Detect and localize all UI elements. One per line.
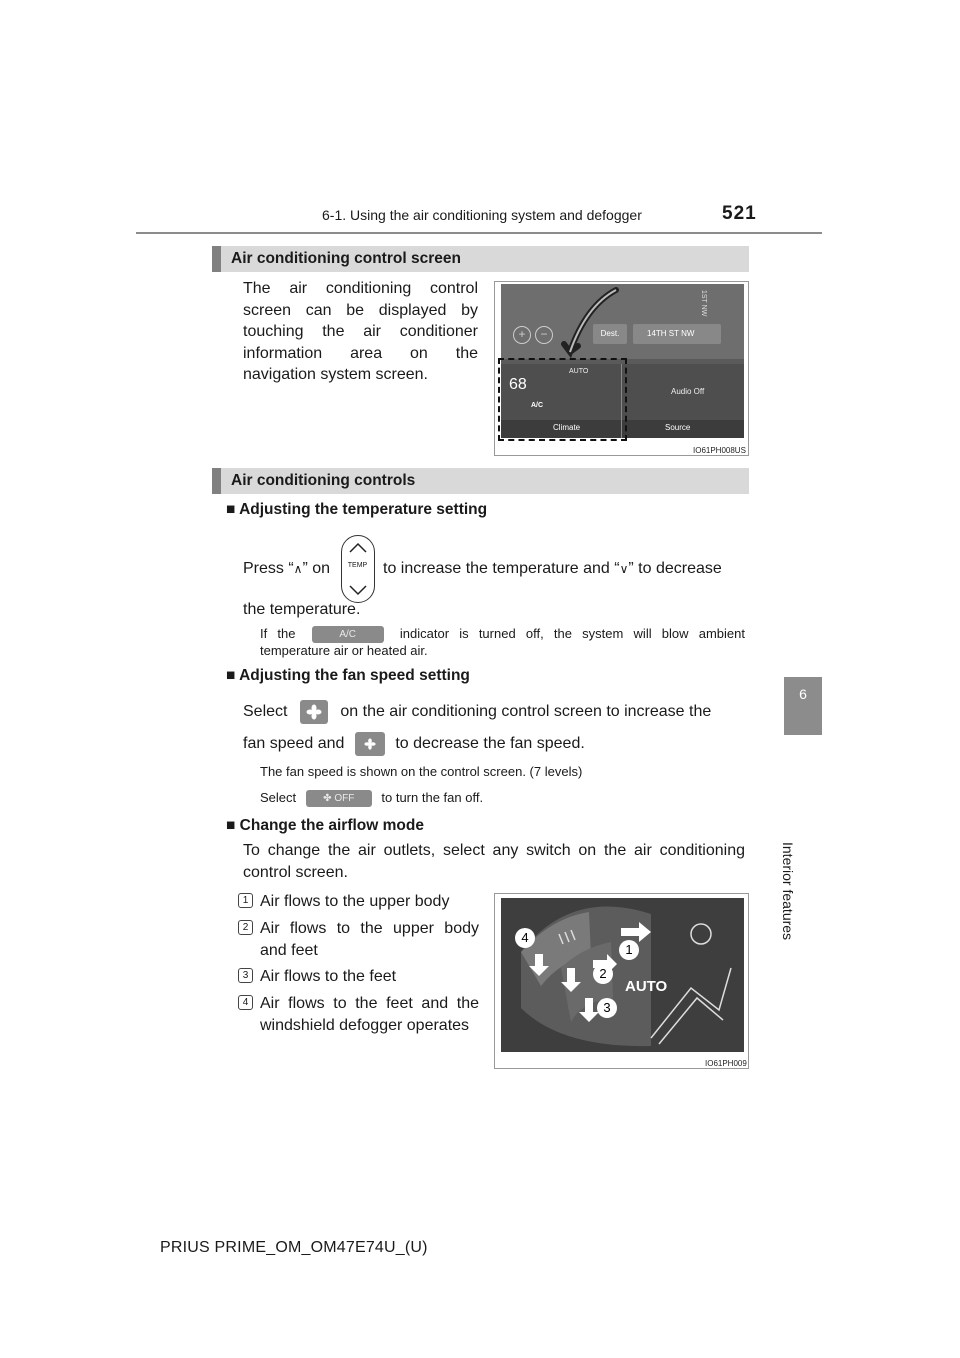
chevron-up-icon bbox=[348, 542, 368, 554]
callout-2: 2 bbox=[593, 964, 613, 984]
chapter-tab-number: 6 bbox=[799, 686, 807, 702]
temp-button bbox=[341, 535, 375, 603]
footer-manual-id: PRIUS PRIME_OM_OM47E74U_(U) bbox=[160, 1239, 428, 1256]
fan-increase-icon bbox=[300, 700, 328, 724]
ac-indicator: A/C bbox=[531, 402, 544, 409]
airflow-heading: ■ Change the airflow mode bbox=[226, 817, 424, 834]
figure-caption: IO61PH008US bbox=[693, 446, 746, 455]
climate-tab-label: Climate bbox=[553, 423, 581, 432]
section-heading-text: Air conditioning controls bbox=[231, 472, 416, 489]
temperature-heading: ■ Adjusting the temperature setting bbox=[226, 501, 488, 518]
vertical-street-label: 1ST NW bbox=[700, 290, 707, 317]
dest-button: Dest. bbox=[593, 324, 627, 344]
figure-airflow-modes bbox=[494, 893, 749, 1069]
climate-area-highlight bbox=[498, 358, 627, 441]
airflow-item-text: Air flows to the feet bbox=[260, 968, 397, 985]
audio-off-label: Audio Off bbox=[671, 387, 705, 396]
airflow-description: To change the air outlets, select any switch on the air conditioning control screen. bbox=[243, 842, 745, 881]
temperature-instruction-line2: the temperature. bbox=[243, 601, 361, 618]
auto-label: AUTO bbox=[625, 978, 668, 995]
zoom-in-icon: + bbox=[513, 326, 531, 344]
figure-navigation-screen bbox=[494, 281, 749, 456]
temperature-instruction-line1: Press “∧” on bbox=[243, 560, 331, 577]
source-tab-label: Source bbox=[665, 423, 691, 432]
temperature-readout: 68 bbox=[509, 376, 527, 393]
chevron-down-icon bbox=[348, 584, 368, 596]
airflow-item-number: 2 bbox=[238, 920, 253, 935]
figure-caption: IO61PH009 bbox=[705, 1059, 747, 1068]
zoom-out-icon: − bbox=[535, 326, 553, 344]
airflow-item-text: Air flows to the upper body bbox=[260, 893, 450, 910]
control-screen-description: The air conditioning control screen can be displayed by touching the air conditioner information area on the navigation system screen. bbox=[243, 280, 478, 383]
fan-icon: ✤ bbox=[323, 793, 332, 805]
ac-indicator-note: If the A/C indicator is turned off, the system will blow ambient temperature air or heated air. bbox=[260, 626, 745, 659]
airflow-item-number: 4 bbox=[238, 995, 253, 1010]
section-heading-text: Air conditioning control screen bbox=[231, 250, 461, 267]
airflow-item-text: Air flows to the upper body and feet bbox=[260, 920, 479, 959]
street-name-label: 14TH ST NW bbox=[633, 324, 721, 344]
header-rule bbox=[136, 232, 822, 234]
fan-instruction-line1: Select on the air conditioning control screen to increase the bbox=[243, 700, 745, 724]
auto-indicator: AUTO bbox=[569, 368, 589, 375]
chapter-title: 6-1. Using the air conditioning system and defogger bbox=[322, 207, 642, 223]
ac-indicator-pill: A/C bbox=[312, 626, 384, 643]
temperature-instruction-line1b: to increase the temperature and “∨” to decrease bbox=[383, 560, 722, 577]
airflow-item-number: 1 bbox=[238, 893, 253, 908]
fan-instruction-line2: fan speed and to decrease the fan speed. bbox=[243, 732, 585, 756]
airflow-mode-illustration bbox=[501, 898, 744, 1052]
airflow-item-text: Air flows to the feet and the windshield defogger operates bbox=[260, 995, 479, 1034]
page-number: 521 bbox=[722, 203, 757, 224]
section-heading-control-screen bbox=[212, 246, 749, 272]
airflow-item-number: 3 bbox=[238, 968, 253, 983]
callout-1: 1 bbox=[619, 940, 639, 960]
fan-off-note: Select ✤ OFF to turn the fan off. bbox=[260, 790, 483, 807]
chapter-tab-label: Interior features bbox=[780, 842, 796, 941]
fan-heading: ■ Adjusting the fan speed setting bbox=[226, 667, 470, 684]
touch-arrow-icon bbox=[556, 286, 626, 366]
callout-4: 4 bbox=[515, 928, 535, 948]
fan-off-pill: ✤ OFF bbox=[306, 790, 372, 807]
section-heading-controls bbox=[212, 468, 749, 494]
callout-3: 3 bbox=[597, 998, 617, 1018]
fan-decrease-icon bbox=[355, 732, 385, 756]
temp-button-label: TEMP bbox=[347, 562, 368, 569]
fan-levels-note: The fan speed is shown on the control screen. (7 levels) bbox=[260, 764, 583, 779]
